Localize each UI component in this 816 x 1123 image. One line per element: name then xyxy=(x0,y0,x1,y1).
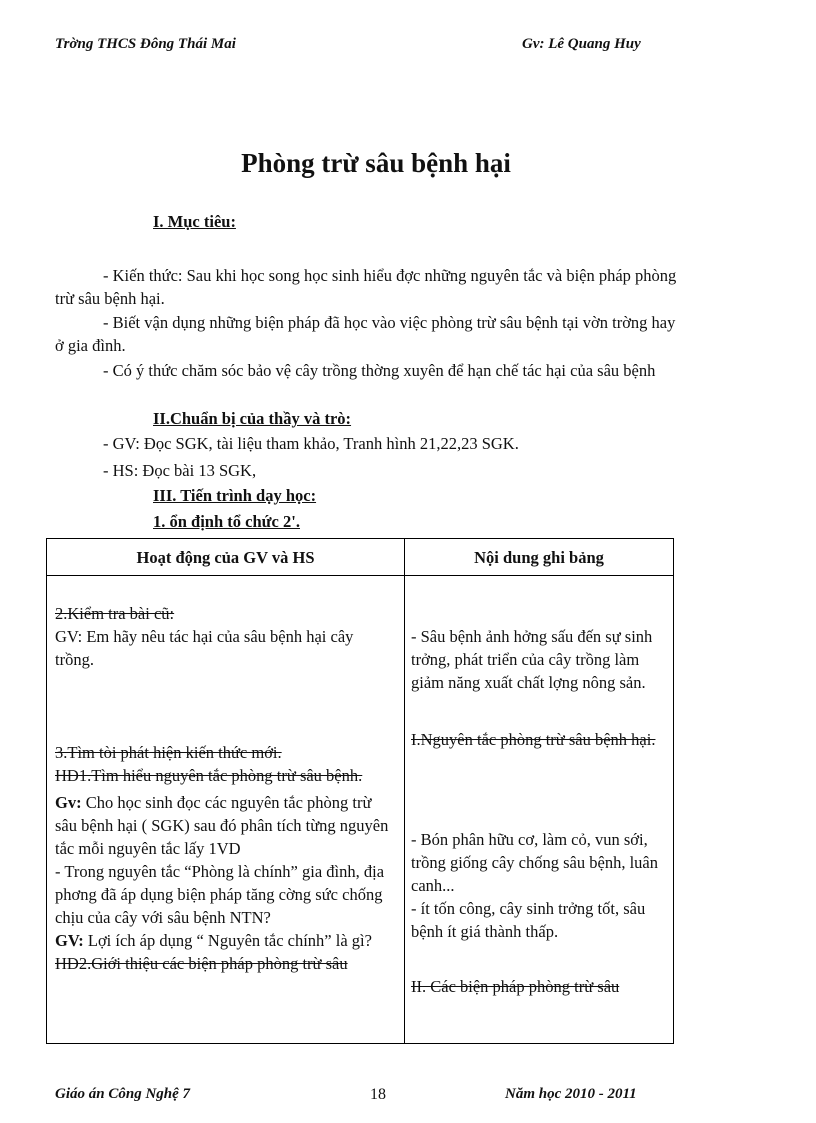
gv2-question: Lợi ích áp dụng “ Nguyên tắc chính” là gì? xyxy=(87,931,372,950)
footer-subject: Giáo án Công Nghệ 7 xyxy=(55,1086,191,1102)
question-prevention: - Trong nguyên tắc “Phòng là chính” gia đình, địa phơng đã áp dụng biện pháp tăng cờng sức chống chịu của cây với sâu bệnh NTN? xyxy=(55,862,385,927)
activity2-title: HĐ2.Giới thiệu các biện pháp phòng trừ sâu xyxy=(55,954,348,973)
section-process-heading: III. Tiến trình dạy học: xyxy=(153,486,317,505)
answer-pest-harm: - Sâu bệnh ảnh hởng sấu đến sự sinh trởng, phát triển của cây trồng làm giảm năng xuất chất lợng nông sản. xyxy=(411,627,653,692)
gv1-instruction: Cho học sinh đọc các nguyên tắc phòng trừ sâu bệnh hại ( SGK) sau đó phân tích từng nguyên tắc mỗi nguyên tắc lấy 1VD xyxy=(55,793,389,858)
section-preparation-heading: II.Chuẩn bị của thầy và trò: xyxy=(153,409,352,428)
section-objectives-heading: I. Mục tiêu: xyxy=(153,212,236,231)
board-section2-title: II. Các biện pháp phòng trừ sâu xyxy=(411,977,620,996)
objective-skill: - Biết vận dụng những biện pháp đã học vào việc phòng trừ sâu bệnh tại vờn trờng hay ở gia đình. xyxy=(55,313,676,355)
page-title: Phòng trừ sâu bệnh hại xyxy=(241,148,511,178)
footer-school-year: Năm học 2010 - 2011 xyxy=(505,1086,637,1102)
table-cell-activities xyxy=(47,576,405,1044)
table-header-activities: Hoạt động của GV và HS xyxy=(47,539,405,576)
old-lesson-question: GV: Em hãy nêu tác hại của sâu bệnh hại cây trồng. xyxy=(55,627,354,669)
footer-page-number: 18 xyxy=(370,1086,386,1103)
gv2-label: GV: xyxy=(55,931,84,950)
header-teacher: Gv: Lê Quang Huy xyxy=(522,36,641,52)
activity1-title: HĐ1.Tìm hiểu nguyên tắc phòng trừ sâu bệnh. xyxy=(55,766,363,785)
answer-benefit: - ít tốn công, cây sinh trởng tốt, sâu bệnh ít giá thành thấp. xyxy=(411,899,646,941)
gv1-label: Gv: xyxy=(55,793,82,812)
table-header-board: Nội dung ghi bảng xyxy=(405,539,674,576)
objective-knowledge: - Kiến thức: Sau khi học song học sinh hiểu đợc những nguyên tắc và biện pháp phòng trừ sâu bệnh hại. xyxy=(55,266,677,308)
objective-attitude: - Có ý thức chăm sóc bảo vệ cây trồng thờng xuyên để hạn chế tác hại của sâu bệnh xyxy=(103,361,656,380)
answer-prevention: - Bón phân hữu cơ, làm cỏ, vun sới, trồng giống cây chống sâu bệnh, luân canh... xyxy=(411,830,658,895)
new-knowledge-title: 3.Tìm tòi phát hiện kiến thức mới. xyxy=(55,743,282,762)
lesson-table xyxy=(46,538,674,1044)
prep-hs: - HS: Đọc bài 13 SGK, xyxy=(103,461,257,480)
section-process-step1: 1. ổn định tổ chức 2'. xyxy=(153,512,300,531)
prep-gv: - GV: Đọc SGK, tài liệu tham khảo, Tranh hình 21,22,23 SGK. xyxy=(103,434,519,453)
old-lesson-check-title: 2.Kiểm tra bài cũ: xyxy=(55,604,175,623)
header-school: Trờng THCS Đông Thái Mai xyxy=(55,36,236,52)
table-cell-board xyxy=(405,576,674,1044)
board-section1-title: I.Nguyên tắc phòng trừ sâu bệnh hại. xyxy=(411,730,656,749)
